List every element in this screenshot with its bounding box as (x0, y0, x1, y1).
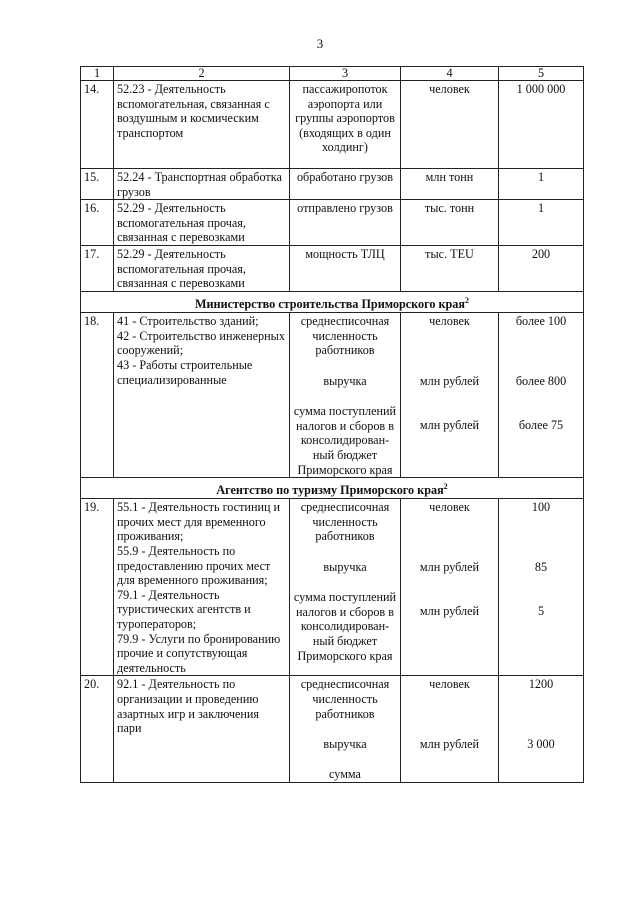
indicator-cell: мощность ТЛЦ (290, 246, 401, 292)
row-number: 15. (81, 169, 114, 200)
value-cell (499, 499, 584, 676)
section-title: Министерство строительства Приморского края$^2$ (81, 292, 584, 313)
row-number: 16. (81, 200, 114, 246)
value-item: более 75 (518, 418, 564, 433)
activity-item: 42 - Строительство инженерных сооружений; (117, 328, 285, 358)
activity-item: 43 - Работы строительные специализированные (117, 358, 253, 387)
indicator-item: среднесписочная численность работников (300, 500, 390, 544)
section-title: Агентство по туризму Приморского края$^2$ (81, 478, 584, 499)
table-header-row (81, 67, 584, 81)
table-row (81, 499, 584, 676)
section-header-row (81, 292, 584, 313)
indicators-table (80, 66, 584, 783)
column-header: 2 (114, 67, 290, 81)
activity-item: 92.1 - Деятельность по организации и проведению азартных игр и заключения пари (117, 677, 260, 736)
table-row (81, 200, 584, 246)
indicator-cell (290, 676, 401, 783)
activity-item: 41 - Строительство зданий; (117, 314, 259, 329)
table-row (81, 169, 584, 200)
indicator-item: выручка (323, 560, 367, 575)
value-cell (499, 676, 584, 783)
unit-cell (401, 499, 499, 676)
activity-cell: 52.29 - Деятельность вспомогательная прочая, связанная с перевозками (114, 246, 290, 292)
activity-cell: 52.23 - Деятельность вспомогательная, связанная с воздушным и космическим транспортом (114, 81, 290, 169)
table-row (81, 246, 584, 292)
indicator-cell: отправлено грузов (290, 200, 401, 246)
unit-item: млн рублей (419, 418, 480, 433)
indicator-item: выручка (323, 374, 367, 389)
row-number: 20. (81, 676, 114, 783)
table-row (81, 313, 584, 478)
value-cell: 1 (499, 169, 584, 200)
indicator-cell: пассажиропоток аэропорта или группы аэропортов (входящих в один холдинг) (290, 81, 401, 169)
indicator-cell (290, 313, 401, 478)
unit-cell: тыс. TEU (401, 246, 499, 292)
column-header: 3 (290, 67, 401, 81)
value-item: 85 (534, 560, 548, 575)
unit-cell (401, 676, 499, 783)
indicator-cell (290, 499, 401, 676)
indicator-item: среднесписочная численность работников (300, 314, 390, 358)
activity-cell (114, 676, 290, 783)
value-item: более 800 (515, 374, 567, 389)
value-cell: 1 000 000 (499, 81, 584, 169)
indicator-item: сумма (329, 767, 361, 782)
column-header: 1 (81, 67, 114, 81)
value-cell (499, 313, 584, 478)
activity-cell (114, 499, 290, 676)
activity-item: 79.1 - Деятельность туристических агентств и туроператоров; (117, 587, 251, 632)
unit-item: млн рублей (419, 604, 480, 619)
activity-cell: 52.24 - Транспортная обработка грузов (114, 169, 290, 200)
column-header: 4 (401, 67, 499, 81)
value-item: 1200 (528, 677, 554, 692)
unit-cell: человек (401, 81, 499, 169)
indicator-item: сумма поступлений налогов и сборов в консолидирован-ный бюджет Приморского края (293, 404, 397, 477)
unit-item: человек (429, 500, 470, 515)
row-number: 19. (81, 499, 114, 676)
unit-item: млн рублей (419, 560, 480, 575)
unit-item: человек (429, 677, 470, 692)
unit-cell: тыс. тонн (401, 200, 499, 246)
activity-item: 79.9 - Услуги по бронированию прочие и сопутствующая деятельность (117, 631, 281, 675)
section-header-row (81, 478, 584, 499)
row-number: 14. (81, 81, 114, 169)
activity-cell (114, 313, 290, 478)
value-item: 5 (537, 604, 545, 619)
value-cell: 1 (499, 200, 584, 246)
row-number: 18. (81, 313, 114, 478)
unit-cell: млн тонн (401, 169, 499, 200)
value-cell: 200 (499, 246, 584, 292)
column-header: 5 (499, 67, 584, 81)
activity-cell: 52.29 - Деятельность вспомогательная прочая, связанная с перевозками (114, 200, 290, 246)
unit-item: млн рублей (419, 374, 480, 389)
value-item: 3 000 (527, 737, 555, 752)
activity-item: 55.1 - Деятельность гостиниц и прочих мест для временного проживания; (117, 500, 281, 544)
page-number: 3 (316, 36, 324, 51)
value-item: более 100 (515, 314, 567, 329)
indicator-cell: обработано грузов (290, 169, 401, 200)
unit-item: человек (429, 314, 470, 329)
table-row (81, 676, 584, 783)
indicator-item: выручка (323, 737, 367, 752)
table-row (81, 81, 584, 169)
footnote-mark: 2 (443, 482, 448, 492)
indicator-item: сумма поступлений налогов и сборов в консолидирован-ный бюджет Приморского края (293, 590, 397, 663)
indicator-item: среднесписочная численность работников (300, 677, 390, 721)
activity-item: 55.9 - Деятельность по предоставлению прочих мест для временного проживания; (117, 544, 271, 588)
footnote-mark: 2 (464, 296, 469, 306)
row-number: 17. (81, 246, 114, 292)
unit-cell (401, 313, 499, 478)
unit-item: млн рублей (419, 737, 480, 752)
value-item: 100 (531, 500, 551, 515)
